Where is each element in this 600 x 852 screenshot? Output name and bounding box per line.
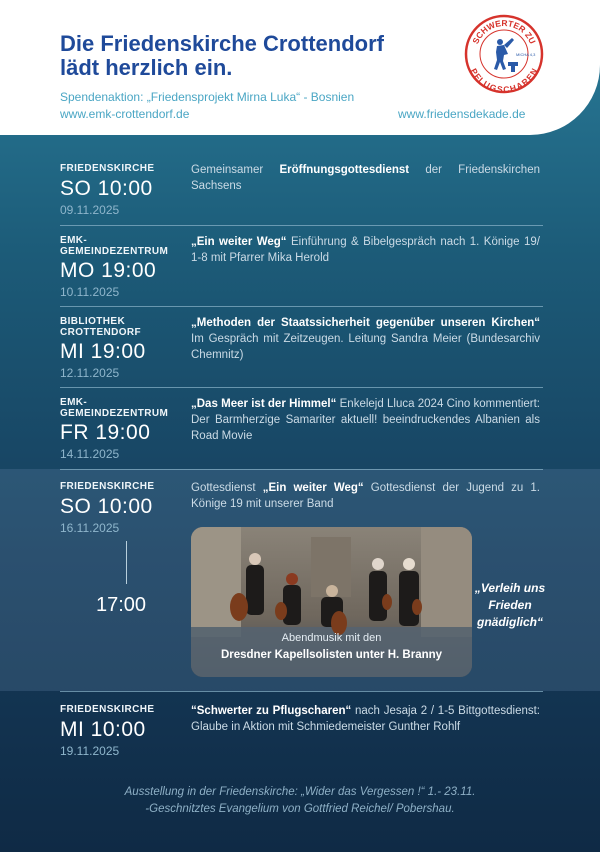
event-location: FRIEDENSKIRCHE [60,704,155,715]
event-location: BIBLIOTHEK CROTTENDORF [60,316,142,338]
divider [60,306,543,307]
event-location: EMK-GEMEINDEZENTRUM [60,397,169,419]
donation-text: Spendenaktion: „Friedensprojekt Mirna Luka“ - Bosnien [60,90,355,104]
event-location: EMK-GEMEINDEZENTRUM [60,235,169,257]
event-description: „Ein weiter Weg“ Einführung & Bibelgespräch nach 1. Könige 19/ 1-8 mit Pfarrer Mika Herold [191,236,540,264]
title-line-1: Die Friedenskirche Crottendorf [60,31,384,56]
event-location: FRIEDENSKIRCHE [60,163,155,174]
concert-photo [191,527,472,677]
event-date: 09.11.2025 [60,203,120,217]
event-date: 10.11.2025 [60,285,120,299]
event-description: „Methoden der Staatssicherheit gegenüber unseren Kirchen“ Im Gespräch mit Zeitzeugen. Leitung Sandra Meier (Bundesarchiv Chemnitz) [191,317,540,361]
website-link-emk[interactable]: www.emk-crottendorf.de [60,107,190,121]
page-title [60,32,384,80]
divider [60,225,543,226]
concert-caption: Abendmusik mit den [281,632,382,644]
event-time: SO 10:00 [60,177,153,200]
divider [60,469,543,470]
website-link-friedensdekade[interactable]: www.friedensdekade.de [398,107,526,121]
event-date: 12.11.2025 [60,366,120,380]
event-time: MI 19:00 [60,340,146,363]
event-time: MI 10:00 [60,718,146,741]
event-description: “Schwerter zu Pflugscharen“ nach Jesaja 2 / 1-5 Bittgottesdienst: Glaube in Aktion mit Schmiedemeister Gunther Rohlf [191,705,541,733]
event-description: Gottesdienst „Ein weiter Weg“ Gottesdienst der Jugend zu 1. Könige 19 mit unserer Band [191,482,540,510]
event-date: 19.11.2025 [60,744,120,758]
divider [60,387,543,388]
timeline-connector [126,541,127,584]
event-location: FRIEDENSKIRCHE [60,481,155,492]
header-panel [0,0,600,135]
event-date: 16.11.2025 [60,521,120,535]
logo-text-bottom: PFLUGSCHAREN [468,66,540,94]
concert-quote: „Verleih uns Frieden gnädiglich“ [474,581,546,629]
swords-to-plowshares-logo [464,14,544,94]
divider [60,691,543,692]
event-time: FR 19:00 [60,421,151,444]
event-description: „Das Meer ist der Himmel“ Enkelejd Lluca 2024 Cino kommentiert: Der Barmherzige Samariter aktuell! beeindruckendes Albanien als Road Movie [191,398,540,442]
title-line-2: lädt herzlich ein. [60,55,233,80]
event-time: MO 19:00 [60,259,157,282]
concert-time: 17:00 [96,594,147,616]
event-date: 14.11.2025 [60,447,120,461]
logo-text-top: SCHWERTER ZU [470,17,538,46]
event-description: Gemeinsamer Eröffnungsgottesdienst der Friedenskirchen Sachsens [191,164,540,192]
logo-small-text: MICHA 4,3 [516,52,536,57]
concert-ensemble-name: Dresdner Kapellsolisten unter H. Branny [220,649,443,661]
footer-line-2: -Geschnitztes Evangelium von Gottfried Reichel/ Pobershau. [145,803,455,815]
event-time: SO 10:00 [60,495,153,518]
footer-line-1: Ausstellung in der Friedenskirche: „Wider das Vergessen !“ 1.- 23.11. [124,786,476,798]
